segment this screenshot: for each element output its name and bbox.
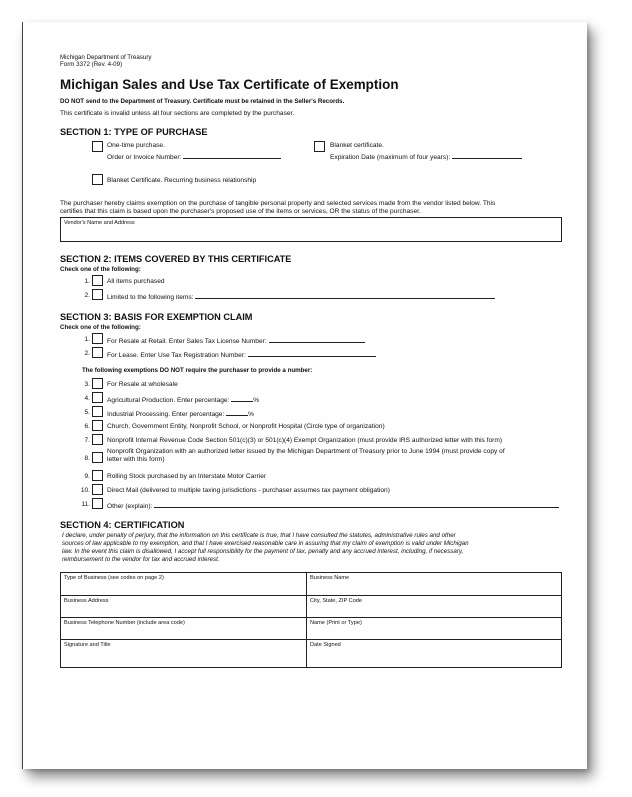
city-state-zip-label: City, State, ZIP Code: [310, 598, 363, 604]
church-government-label: Church, Government Entity, Nonprofit School, or Nonprofit Hospital (Circle type of organization): [107, 423, 385, 430]
form-id: Form 3372 (Rev. 4-09): [60, 61, 123, 68]
agency-name: Michigan Department of Treasury: [60, 54, 152, 61]
blanket-certificate-checkbox[interactable]: [314, 141, 325, 152]
business-name-label: Business Name: [310, 575, 350, 581]
other-label: Other (explain):: [107, 503, 153, 510]
agricultural-checkbox[interactable]: [92, 392, 103, 403]
nonprofit-michigan-letter-label-2: letter with this form): [107, 456, 165, 463]
business-telephone-label: Business Telephone Number (include area code): [64, 620, 185, 626]
business-address-label: Business Address: [64, 598, 109, 604]
other-row: [107, 501, 559, 511]
section2-instruction: Check one of the following:: [60, 266, 141, 273]
business-name-field[interactable]: [307, 573, 562, 595]
basis-8-number: 8.: [84, 455, 90, 462]
direct-mail-checkbox[interactable]: [92, 484, 103, 495]
direct-mail-label: Direct Mail (delivered to multiple taxing jurisdictions - purchaser assumes tax payment obligation): [107, 487, 390, 494]
industrial-processing-row: [107, 409, 254, 419]
percent-sign: %: [248, 411, 255, 418]
nonprofit-michigan-letter-checkbox[interactable]: [92, 452, 103, 463]
recurring-blanket-checkbox[interactable]: [92, 174, 103, 185]
all-items-checkbox[interactable]: [92, 275, 103, 286]
basis-10-number: 10.: [80, 487, 90, 494]
declaration-line-1: I declare, under penalty of perjury, that the information on this certificate is true, that I have consulted the statutes, administrative rules and other: [62, 532, 456, 539]
resale-wholesale-label: For Resale at wholesale: [107, 381, 178, 388]
vendor-name-address-field[interactable]: [60, 217, 562, 242]
resale-retail-label: For Resale at Retail. Enter Sales Tax License Number:: [107, 338, 267, 345]
industrial-processing-label: Industrial Processing. Enter percentage:: [107, 411, 225, 418]
city-state-zip-field[interactable]: [307, 596, 562, 617]
printed-name-field[interactable]: [307, 618, 562, 639]
signature-title-field[interactable]: [61, 640, 306, 668]
certification-table: [60, 572, 562, 668]
type-of-business-field[interactable]: [61, 573, 306, 595]
retention-notice: DO NOT send to the Department of Treasury. Certificate must be retained in the Seller's Records.: [60, 98, 345, 105]
agricultural-percentage-field[interactable]: [231, 395, 253, 402]
percent-sign: %: [253, 397, 260, 404]
expiration-row: [330, 152, 522, 162]
basis-4-number: 4.: [84, 395, 90, 402]
one-time-purchase-label: One-time purchase.: [107, 142, 165, 149]
claim-text-line-2: certifies that this claim is based upon the purchaser's proposed use of the items or services, OR the status of the purchaser.: [60, 208, 421, 215]
declaration-line-4: reimbursement to the vendor for tax and accrued interest.: [62, 556, 220, 563]
date-signed-label: Date Signed: [310, 642, 341, 648]
rolling-stock-checkbox[interactable]: [92, 470, 103, 481]
sales-tax-license-field[interactable]: [269, 336, 365, 343]
claim-text-line-1: The purchaser hereby claims exemption on the purchase of tangible personal property and selected services made from the vendor listed below. This: [60, 200, 496, 207]
lease-label: For Lease. Enter Use Tax Registration Number:: [107, 352, 246, 359]
section2-item-1-number: 1.: [84, 278, 90, 285]
basis-6-number: 6.: [84, 423, 90, 430]
use-tax-registration-field[interactable]: [248, 350, 376, 357]
agricultural-label: Agricultural Production. Enter percentage:: [107, 397, 230, 404]
lease-checkbox[interactable]: [92, 347, 103, 358]
all-items-label: All items purchased: [107, 278, 165, 285]
lease-row: [107, 350, 376, 360]
business-telephone-field[interactable]: [61, 618, 306, 639]
validity-note: This certificate is invalid unless all four sections are completed by the purchaser.: [60, 110, 295, 117]
resale-wholesale-checkbox[interactable]: [92, 378, 103, 389]
order-number-label: Order or Invoice Number:: [107, 154, 182, 161]
section4-heading: SECTION 4: CERTIFICATION: [60, 520, 185, 530]
type-of-business-label: Type of Business (see codes on page 2): [64, 575, 164, 581]
basis-2-number: 2.: [84, 350, 90, 357]
basis-7-number: 7.: [84, 437, 90, 444]
section2-heading: SECTION 2: ITEMS COVERED BY THIS CERTIFICATE: [60, 254, 292, 264]
signature-title-label: Signature and Title: [64, 642, 111, 648]
basis-11-number: 11.: [81, 501, 90, 508]
basis-1-number: 1.: [84, 336, 90, 343]
limited-items-row: [107, 292, 495, 302]
declaration-line-3: law. In the event this claim is disallowed, I accept full responsibility for the payment of tax, penalty and any accrued interest, including, if necessary,: [62, 548, 464, 555]
section3-instruction: Check one of the following:: [60, 324, 141, 331]
church-government-checkbox[interactable]: [92, 420, 103, 431]
blanket-certificate-label: Blanket certificate.: [330, 142, 384, 149]
rolling-stock-label: Rolling Stock purchased by an Interstate Motor Carrier: [107, 473, 267, 480]
document-page: [22, 22, 587, 769]
other-explain-field[interactable]: [154, 501, 559, 508]
date-signed-field[interactable]: [307, 640, 562, 668]
limited-items-checkbox[interactable]: [92, 289, 103, 300]
page-title: Michigan Sales and Use Tax Certificate of Exemption: [60, 77, 399, 92]
no-number-note: The following exemptions DO NOT require the purchaser to provide a number:: [82, 367, 313, 374]
basis-5-number: 5.: [84, 409, 90, 416]
nonprofit-irs-checkbox[interactable]: [92, 434, 103, 445]
basis-3-number: 3.: [84, 381, 90, 388]
nonprofit-michigan-letter-label: Nonprofit Organization with an authorized letter issued by the Michigan Department of Treasury prior to June 1994 (must provide copy of: [107, 448, 505, 455]
business-address-field[interactable]: [61, 596, 306, 617]
resale-retail-checkbox[interactable]: [92, 333, 103, 344]
section1-heading: SECTION 1: TYPE OF PURCHASE: [60, 127, 208, 137]
order-number-row: [107, 152, 281, 162]
declaration-line-2: sources of law applicable to my exemption, and that I have exercised reasonable care in assuring that my claim of exemption is valid under Michigan: [62, 540, 469, 547]
section3-heading: SECTION 3: BASIS FOR EXEMPTION CLAIM: [60, 312, 253, 322]
industrial-percentage-field[interactable]: [226, 409, 248, 416]
recurring-blanket-label: Blanket Certificate. Recurring business relationship: [107, 177, 257, 184]
other-checkbox[interactable]: [92, 498, 103, 509]
expiration-date-label: Expiration Date (maximum of four years):: [330, 154, 451, 161]
limited-items-field[interactable]: [195, 292, 495, 299]
order-number-field[interactable]: [183, 152, 281, 159]
basis-9-number: 9.: [84, 473, 90, 480]
nonprofit-irs-label: Nonprofit Internal Revenue Code Section 501(c)(3) or 501(c)(4) Exempt Organization (must provide IRS authorized letter with this form): [107, 437, 503, 444]
one-time-purchase-checkbox[interactable]: [92, 141, 103, 152]
agricultural-row: [107, 395, 259, 405]
section2-item-2-number: 2.: [84, 292, 90, 299]
vendor-field-label: Vendor's Name and Address: [64, 220, 135, 226]
industrial-processing-checkbox[interactable]: [92, 406, 103, 417]
limited-items-label: Limited to the following items:: [107, 294, 194, 301]
expiration-date-field[interactable]: [452, 152, 522, 159]
resale-retail-row: [107, 336, 365, 346]
printed-name-label: Name (Print or Type): [310, 620, 362, 626]
